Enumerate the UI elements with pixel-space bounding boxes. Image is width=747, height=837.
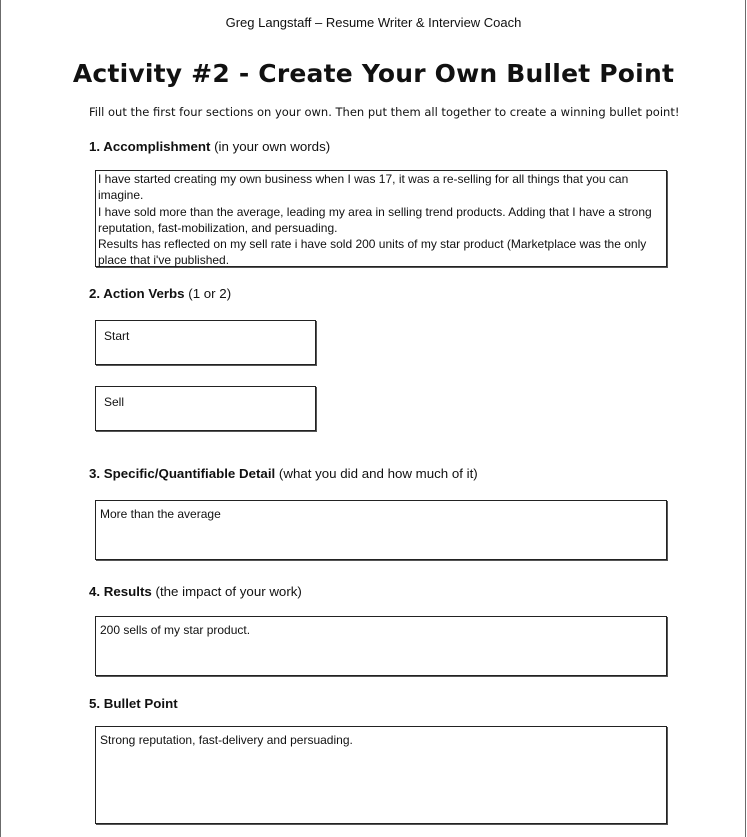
section-results-heading — [89, 584, 302, 599]
action-verb-value-1: Start — [104, 329, 130, 343]
section-detail-heading — [89, 466, 478, 481]
accomplishment-line: I have started creating my own business when I was 17, it was a re-selling for all things that you can — [98, 172, 629, 186]
detail-value: More than the average — [100, 507, 221, 521]
action-verb-field-1[interactable] — [95, 320, 316, 365]
section-bullet-point-heading — [89, 696, 178, 711]
action-verb-field-2[interactable] — [95, 386, 316, 431]
detail-field[interactable] — [95, 500, 667, 560]
accomplishment-field[interactable] — [95, 170, 667, 267]
section-results-hint: (the impact of your work) — [151, 584, 302, 599]
results-value: 200 sells of my star product. — [100, 623, 251, 637]
accomplishment-line: I have sold more than the average, leading my area in selling trend products. Adding that I have a strong — [98, 204, 652, 219]
section-accomplishment-hint: (in your own words) — [210, 139, 331, 154]
section-action-verbs-hint: (1 or 2) — [184, 286, 232, 301]
section-bullet-point-label: 5. Bullet Point — [89, 696, 178, 711]
instructions-text: Fill out the first four sections on your own. Then put them all together to create a winning bullet point! — [89, 105, 680, 119]
accomplishment-line: imagine. — [98, 188, 144, 203]
page-border-right — [745, 0, 746, 837]
results-field[interactable] — [95, 616, 667, 676]
section-accomplishment-heading — [89, 139, 330, 154]
section-detail-hint: (what you did and how much of it) — [275, 466, 478, 481]
bullet-point-field[interactable] — [95, 726, 667, 824]
bullet-point-value: Strong reputation, fast-delivery and persuading. — [100, 733, 353, 747]
section-action-verbs-label: 2. Action Verbs — [89, 286, 185, 301]
accomplishment-line: place that i've published. — [98, 253, 230, 268]
accomplishment-line: Results has reflected on my sell rate i have sold 200 units of my star product (Marketplace was the only — [98, 237, 647, 252]
page-title: Activity #2 - Create Your Own Bullet Point — [72, 59, 675, 88]
section-action-verbs-heading — [89, 286, 231, 301]
section-detail-label: 3. Specific/Quantifiable Detail — [89, 466, 276, 481]
section-accomplishment-label: 1. Accomplishment — [89, 139, 211, 154]
accomplishment-line: reputation, fast-mobilization, and persuading. — [98, 220, 338, 235]
section-results-label: 4. Results — [89, 584, 152, 599]
page-border-left — [0, 0, 1, 837]
document-header: Greg Langstaff – Resume Writer & Interview Coach — [225, 15, 522, 30]
action-verb-value-2: Sell — [104, 395, 125, 409]
